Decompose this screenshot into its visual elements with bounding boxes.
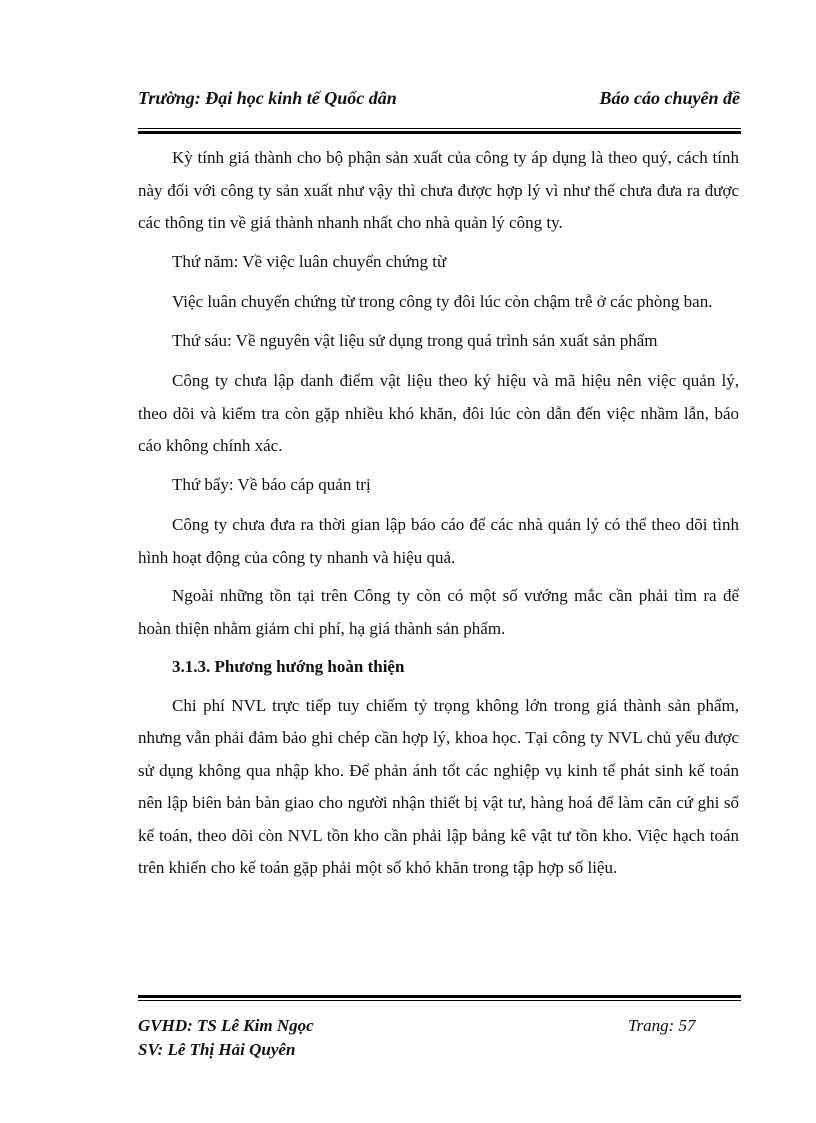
paragraph-seventh-point: Thứ bẩy: Về báo cáp quản trị [172, 474, 371, 494]
footer-divider [138, 995, 741, 1001]
footer-advisor: GVHD: TS Lê Kim Ngọc [138, 1016, 314, 1035]
page-footer [138, 1016, 740, 1066]
paragraph-costing-period: Kỳ tính giá thành cho bộ phận sản xuất của công ty áp dụng là theo quý, cách tính này đối với công ty sản xuất như vậy thì chưa được hợp lý vì như thế chưa đưa ra được các thông tin về giá thành nhanh nhất cho nhà quản lý công ty. [138, 148, 739, 232]
footer-page-number: Trang: 57 [628, 1016, 696, 1035]
footer-student: SV: Lê Thị Hải Quyên [138, 1040, 296, 1059]
paragraph-sixth-point: Thứ sáu: Về nguyên vật liệu sử dụng trong quá trình sản xuất sản phẩm [172, 330, 658, 350]
document-body [138, 142, 739, 891]
paragraph-material-codes: Công ty chưa lập danh điểm vật liệu theo ký hiệu và mã hiệu nên việc quản lý, theo dõi và kiểm tra còn gặp nhiều khó khăn, đôi lúc còn dẫn đến việc nhầm lẫn, báo cáo không chính xác. [138, 371, 739, 455]
paragraph-management-reports: Công ty chưa đưa ra thời gian lập báo cáo để các nhà quản lý có thể theo dõi tình hình hoạt động của công ty nhanh và hiệu quả. [138, 515, 739, 567]
header-school: Trường: Đại học kinh tế Quốc dân [138, 88, 397, 108]
header-report-type: Báo cáo chuyên đề [599, 88, 740, 108]
paragraph-material-costs: Chi phí NVL trực tiếp tuy chiếm tỷ trọng không lớn trong giá thành sản phẩm, nhưng vẫn phải đảm bảo ghi chép cần hợp lý, khoa học. Tại công ty NVL chủ yếu được sử dụng không qua nhập kho. Để phản ánh tốt các nghiệp vụ kinh tế phát sinh kế toán nên lập biên bản bàn giao cho người nhận thiết bị vật tư, hàng hoá để làm căn cứ ghi sổ kế toán, theo dõi còn NVL tồn kho cần phải lập bảng kê vật tư tồn kho. Việc hạch toán trên khiến cho kế toán gặp phải một số khó khăn trong tập hợp số liệu. [138, 695, 739, 877]
paragraph-fifth-point: Thứ năm: Về việc luân chuyển chứng từ [172, 251, 447, 271]
paragraph-document-flow: Việc luân chuyển chứng từ trong công ty đôi lúc còn chậm trễ ở các phòng ban. [172, 292, 713, 311]
page-header [138, 88, 740, 118]
paragraph-other-issues: Ngoài những tồn tại trên Công ty còn có một số vướng mắc cần phải tìm ra để hoàn thiện nhằm giảm chi phí, hạ giá thành sản phẩm. [138, 586, 739, 638]
section-heading: 3.1.3. Phương hướng hoàn thiện [172, 657, 405, 676]
header-divider [138, 128, 741, 134]
